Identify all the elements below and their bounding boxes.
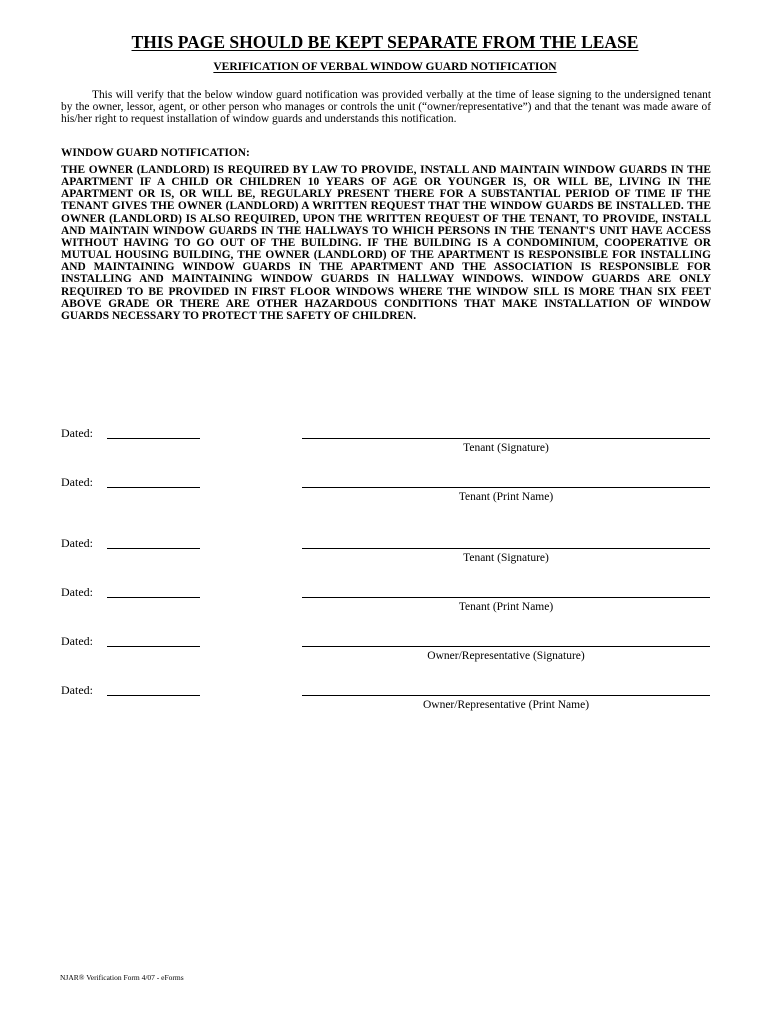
- dated-label: Dated:: [61, 585, 93, 599]
- date-line[interactable]: [107, 548, 200, 549]
- signature-row-tenant-signature-1: [0, 426, 770, 456]
- dated-label: Dated:: [61, 426, 93, 440]
- signature-line[interactable]: [302, 548, 710, 549]
- signature-row-owner-signature: [0, 634, 770, 664]
- signature-row-tenant-print-name-1: [0, 475, 770, 505]
- dated-label: Dated:: [61, 634, 93, 648]
- notice-heading: WINDOW GUARD NOTIFICATION:: [61, 147, 250, 159]
- signature-caption: Owner/Representative (Print Name): [422, 699, 590, 711]
- signature-caption: Tenant (Print Name): [458, 601, 554, 613]
- intro-paragraph: This will verify that the below window guard notification was provided verbally at the time of lease signing to the undersigned tenant by the owner, lessor, agent, or other person who manages or controls the unit (“owner/representative”) and that the tenant was made aware of his/her right to request installation of window guards and understands this notification.: [61, 89, 711, 125]
- dated-label: Dated:: [61, 683, 93, 697]
- form-title: [0, 60, 770, 74]
- page-title-text: THIS PAGE SHOULD BE KEPT SEPARATE FROM THE LEASE: [131, 32, 639, 52]
- signature-row-owner-print-name: [0, 683, 770, 713]
- date-line[interactable]: [107, 695, 200, 696]
- signature-line[interactable]: [302, 646, 710, 647]
- signature-line[interactable]: [302, 438, 710, 439]
- signature-row-tenant-print-name-2: [0, 585, 770, 615]
- form-title-text: VERIFICATION OF VERBAL WINDOW GUARD NOTIFICATION: [213, 61, 557, 73]
- dated-label: Dated:: [61, 536, 93, 550]
- notice-body: THE OWNER (LANDLORD) IS REQUIRED BY LAW TO PROVIDE, INSTALL AND MAINTAIN WINDOW GUARDS IN THE APARTMENT IF A CHILD OR CHILDREN 10 YEARS OF AGE OR YOUNGER IS, OR WILL BE, LIVING IN THE APARTMENT OR IS, OR WILL BE, REGULARLY PRESENT THERE FOR A SUBSTANTIAL PERIOD OF TIME IF THE TENANT GIVES THE OWNER (LANDLORD) A WRITTEN REQUEST THAT THE WINDOW GUARDS BE INSTALLED. THE OWNER (LANDLORD) IS ALSO REQUIRED, UPON THE WRITTEN REQUEST OF THE TENANT, TO PROVIDE, INSTALL AND MAINTAIN WINDOW GUARDS IN THE HALLWAYS TO WHICH PERSONS IN THE TENANT'S UNIT HAVE ACCESS WITHOUT HAVING TO GO OUT OF THE BUILDING. IF THE BUILDING IS A CONDOMINIUM, COOPERATIVE OR MUTUAL HOUSING BUILDING, THE OWNER (LANDLORD) OF THE APARTMENT IS RESPONSIBLE FOR INSTALLING AND MAINTAINING WINDOW GUARDS IN THE APARTMENT AND THE ASSOCIATION IS RESPONSIBLE FOR INSTALLING AND MAINTAINING WINDOW GUARDS IN HALLWAY WINDOWS. WINDOW GUARDS ARE ONLY REQUIRED TO BE PROVIDED IN FIRST FLOOR WINDOWS WHERE THE WINDOW SILL IS MORE THAN SIX FEET ABOVE GRADE OR THERE ARE OTHER HAZARDOUS CONDITIONS THAT MAKE INSTALLATION OF WINDOW GUARDS NECESSARY TO PROTECT THE SAFETY OF CHILDREN.: [61, 164, 711, 322]
- signature-line[interactable]: [302, 487, 710, 488]
- signature-row-tenant-signature-2: [0, 536, 770, 566]
- signature-caption: Tenant (Print Name): [458, 491, 554, 503]
- signature-caption: Owner/Representative (Signature): [427, 650, 585, 662]
- date-line[interactable]: [107, 646, 200, 647]
- page-title: [0, 32, 770, 52]
- signature-line[interactable]: [302, 597, 710, 598]
- date-line[interactable]: [107, 438, 200, 439]
- dated-label: Dated:: [61, 475, 93, 489]
- date-line[interactable]: [107, 597, 200, 598]
- date-line[interactable]: [107, 487, 200, 488]
- signature-caption: Tenant (Signature): [463, 552, 549, 564]
- form-footer: NJAR® Verification Form 4/07 - eForms: [60, 973, 184, 982]
- signature-line[interactable]: [302, 695, 710, 696]
- signature-caption: Tenant (Signature): [463, 442, 549, 454]
